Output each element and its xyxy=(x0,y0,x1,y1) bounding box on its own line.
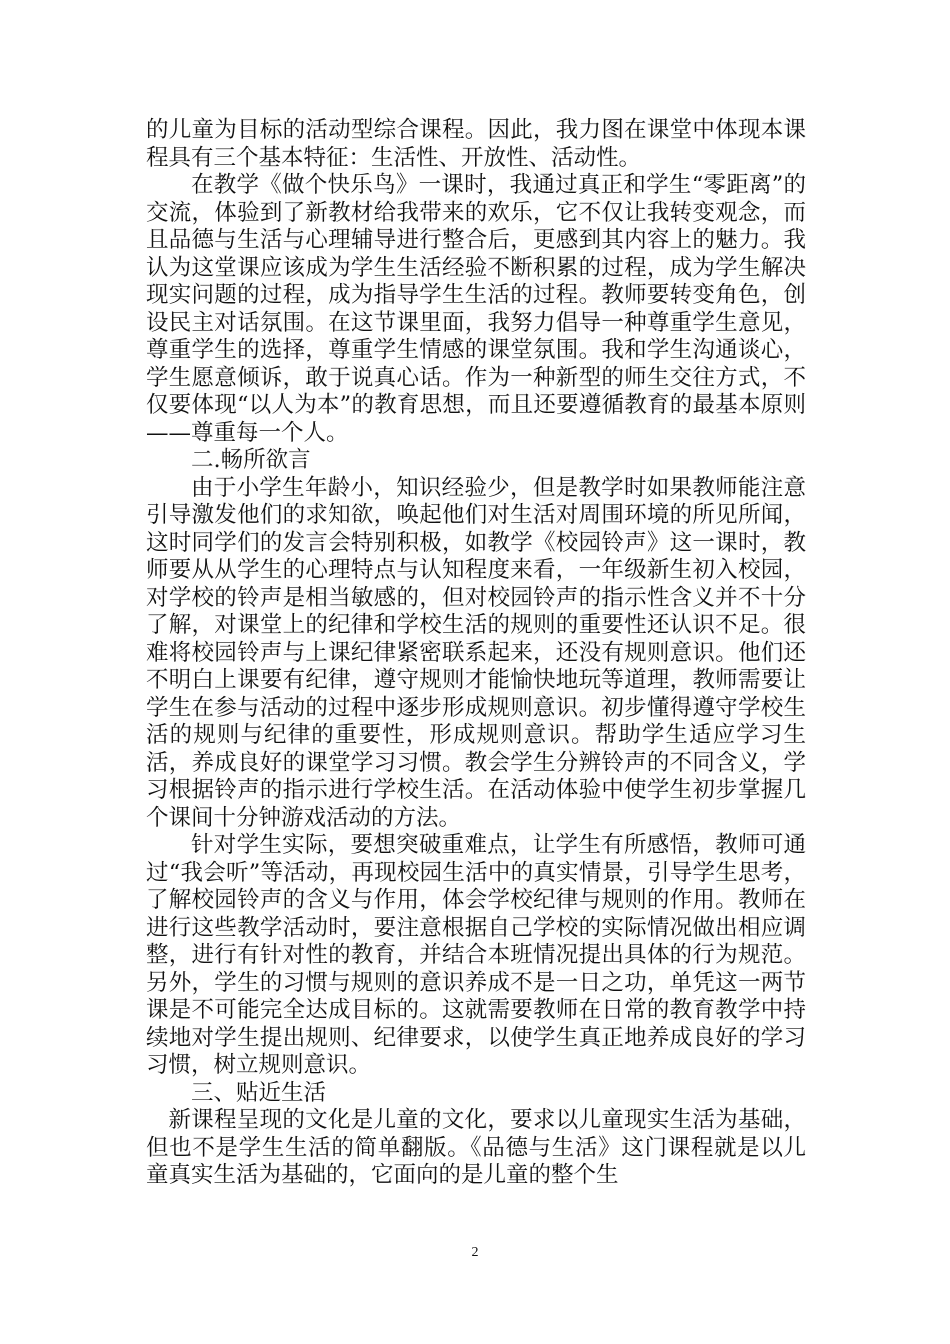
section-heading-2: 二.畅所欲言 xyxy=(191,447,311,473)
paragraph-1: 的儿童为目标的活动型综合课程。因此，我力图在课堂中体现本课程具有三个基本特征：生活性、开放性、活动性。 xyxy=(146,117,806,171)
paragraph-2: 在教学《做个快乐鸟》一课时，我通过真正和学生“零距离”的交流，体验到了新教材给我带来的欢乐，它不仅让我转变观念，而且品德与生活与心理辅导进行整合后，更感到其内容上的魅力。我认为这堂课应该成为学生生活经验不断积累的过程，成为学生解决现实问题的过程，成为指导学生生活的过程。教师要转变角色，创设民主对话氛围。在这节课里面，我努力倡导一种尊重学生意见，尊重学生的选择，尊重学生情感的课堂氛围。我和学生沟通谈心，学生愿意倾诉，敢于说真心话。作为一种新型的师生交往方式，不仅要体现“以人为本”的教育思想，而且还要遵循教育的最基本原则——尊重每一个人。 xyxy=(146,172,806,446)
paragraph-5: 新课程呈现的文化是儿童的文化，要求以儿童现实生活为基础，但也不是学生生活的简单翻版。《品德与生活》这门课程就是以儿童真实生活为基础的，它面向的是儿童的整个生 xyxy=(146,1107,806,1188)
paragraph-3: 由于小学生年龄小，知识经验少，但是教学时如果教师能注意引导激发他们的求知欲，唤起他们对生活对周围环境的所见所闻，这时同学们的发言会特别积极，如教学《校园铃声》这一课时，教师要从从学生的心理特点与认知程度来看，一年级新生初入校园，对学校的铃声是相当敏感的，但对校园铃声的指示性含义并不十分了解，对课堂上的纪律和学校生活的规则的重要性还认识不足。很难将校园铃声与上课纪律紧密联系起来，还没有规则意识。他们还不明白上课要有纪律，遵守规则才能愉快地玩等道理，教师需要让学生在参与活动的过程中逐步形成规则意识。初步懂得遵守学校生活的规则与纪律的重要性，形成规则意识。帮助学生适应学习生活，养成良好的课堂学习习惯。教会学生分辨铃声的不同含义，学习根据铃声的指示进行学校生活。在活动体验中使学生初步掌握几个课间十分钟游戏活动的方法。 xyxy=(146,474,806,831)
paragraph-4: 针对学生实际，要想突破重难点，让学生有所感悟，教师可通过“我会听”等活动，再现校园生活中的真实情景，引导学生思考，了解校园铃声的含义与作用，体会学校纪律与规则的作用。教师在进行这些教学活动时，要注意根据自己学校的实际情况做出相应调整，进行有针对性的教育，并结合本班情况提出具体的行为规范。另外，学生的习惯与规则的意识养成不是一日之功，单凭这一两节课是不可能完全达成目标的。这就需要教师在日常的教育教学中持续地对学生提出规则、纪律要求，以使学生真正地养成良好的学习习惯，树立规则意识。 xyxy=(146,832,806,1078)
page-number: 2 xyxy=(471,1245,479,1260)
section-heading-3: 三、贴近生活 xyxy=(191,1079,327,1106)
document-body xyxy=(146,117,806,1190)
